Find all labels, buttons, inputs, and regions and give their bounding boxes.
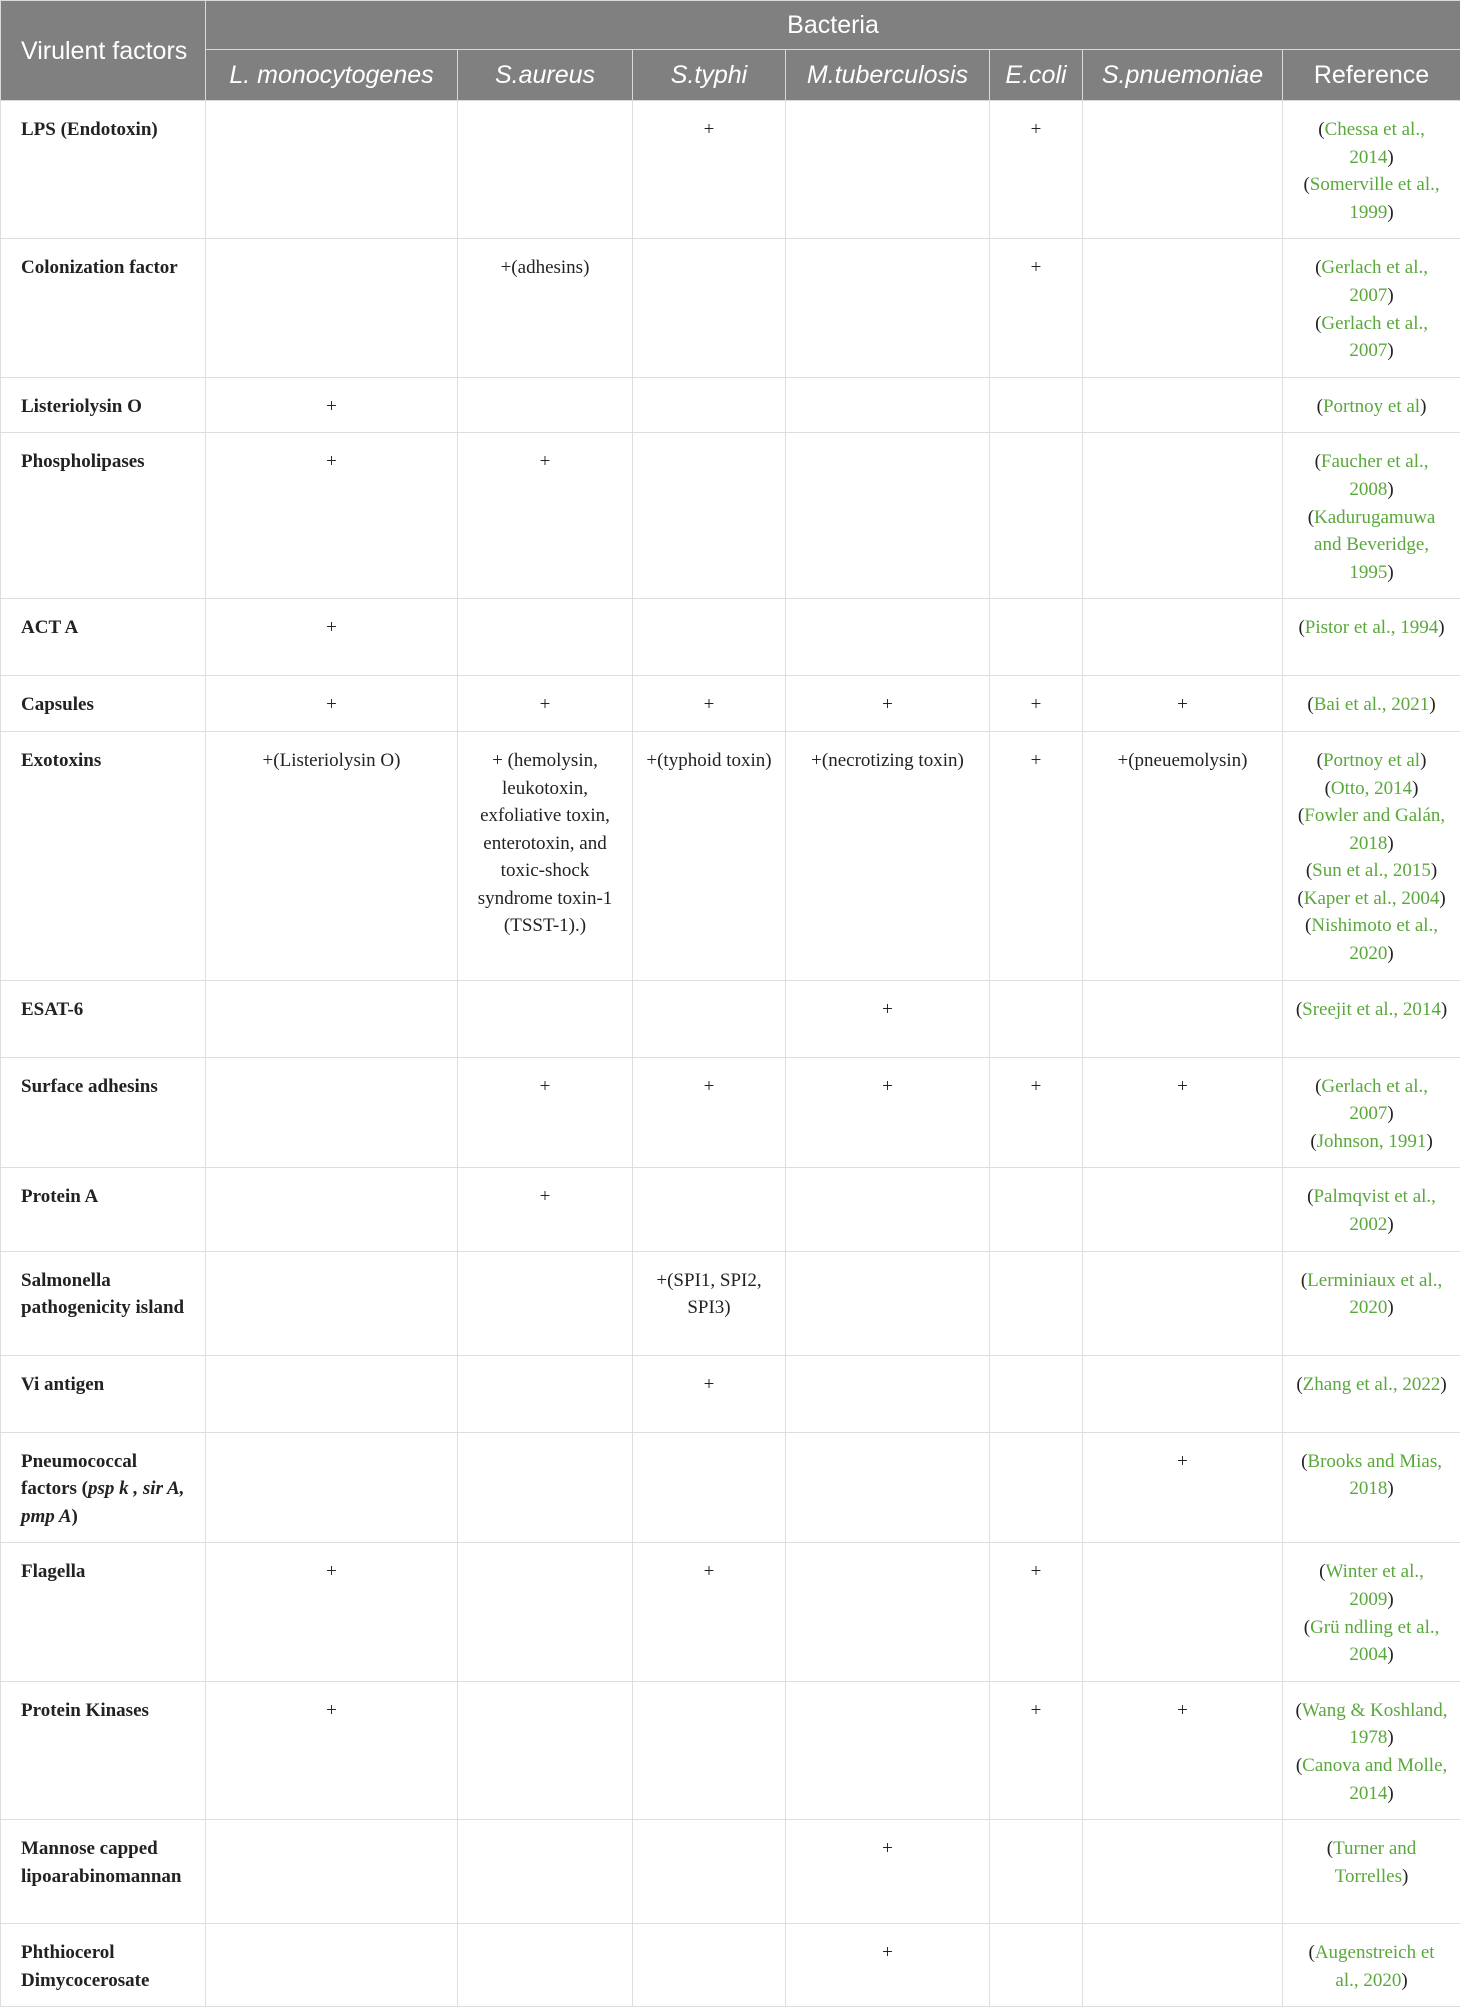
presence-cell <box>1083 101 1283 239</box>
presence-cell <box>990 377 1083 433</box>
reference-link[interactable]: Sun et al., 2015 <box>1312 860 1431 881</box>
open-paren: ( <box>1301 1451 1307 1472</box>
reference-entry <box>1295 802 1448 857</box>
reference-cell <box>1283 1355 1460 1432</box>
presence-cell <box>633 377 786 433</box>
presence-cell: +(necrotizing toxin) <box>786 731 990 980</box>
presence-cell <box>786 377 990 433</box>
table-row <box>1 377 1460 433</box>
table-row <box>1 1355 1460 1432</box>
close-paren: ) <box>1387 1783 1393 1804</box>
presence-cell <box>633 433 786 599</box>
reference-cell <box>1283 1432 1460 1543</box>
factor-name: Exotoxins <box>21 750 101 771</box>
presence-cell <box>458 1355 633 1432</box>
presence-cell <box>990 433 1083 599</box>
factor-name: ACT A <box>21 617 78 638</box>
presence-cell <box>206 1432 458 1543</box>
presence-cell <box>458 1820 633 1924</box>
reference-link[interactable]: Grü ndling et al., 2004 <box>1310 1617 1439 1666</box>
presence-cell: + <box>458 1057 633 1168</box>
reference-entry <box>1295 1614 1448 1669</box>
factor-name-tail: ) <box>72 1506 78 1527</box>
presence-cell <box>206 1057 458 1168</box>
close-paren: ) <box>1387 833 1393 854</box>
reference-cell <box>1283 980 1460 1057</box>
reference-cell <box>1283 433 1460 599</box>
reference-entry <box>1295 1939 1448 1994</box>
presence-cell <box>633 1168 786 1251</box>
corner-header: Virulent factors <box>1 1 206 101</box>
reference-link[interactable]: Portnoy et al <box>1323 396 1420 417</box>
factor-name-cell <box>1 1057 206 1168</box>
open-paren: ( <box>1296 1700 1302 1721</box>
presence-cell: + <box>1083 1057 1283 1168</box>
reference-link[interactable]: Brooks and Mias, 2018 <box>1307 1451 1442 1500</box>
factor-name: Protein A <box>21 1186 98 1207</box>
reference-link[interactable]: Bai et al., 2021 <box>1314 694 1430 715</box>
reference-entry <box>1295 1371 1448 1399</box>
presence-cell: + <box>458 1168 633 1251</box>
open-paren: ( <box>1318 119 1324 140</box>
presence-cell <box>990 1251 1083 1355</box>
presence-cell <box>786 1251 990 1355</box>
presence-cell <box>458 1543 633 1681</box>
presence-cell <box>990 599 1083 676</box>
close-paren: ) <box>1387 1478 1393 1499</box>
table-row <box>1 1057 1460 1168</box>
reference-cell <box>1283 1820 1460 1924</box>
close-paren: ) <box>1429 694 1435 715</box>
presence-cell <box>1083 599 1283 676</box>
close-paren: ) <box>1387 1214 1393 1235</box>
factor-name-cell <box>1 1924 206 2007</box>
close-paren: ) <box>1387 479 1393 500</box>
presence-cell <box>206 101 458 239</box>
reference-entry <box>1295 614 1448 642</box>
open-paren: ( <box>1315 257 1321 278</box>
presence-cell <box>633 1820 786 1924</box>
open-paren: ( <box>1298 617 1304 638</box>
factor-name-italic: psp k , sir A, pmp A <box>21 1478 184 1527</box>
presence-cell: + <box>633 676 786 732</box>
reference-entry <box>1295 691 1448 719</box>
presence-cell <box>206 1820 458 1924</box>
open-paren: ( <box>1297 888 1303 909</box>
presence-cell <box>458 1251 633 1355</box>
open-paren: ( <box>1301 1270 1307 1291</box>
presence-cell <box>633 1681 786 1819</box>
presence-cell <box>206 1251 458 1355</box>
presence-cell <box>206 1168 458 1251</box>
close-paren: ) <box>1387 202 1393 223</box>
open-paren: ( <box>1327 1838 1333 1859</box>
factor-name-cell <box>1 101 206 239</box>
reference-link[interactable]: Sreejit et al., 2014 <box>1302 999 1441 1020</box>
close-paren: ) <box>1387 1297 1393 1318</box>
presence-cell <box>786 1432 990 1543</box>
close-paren: ) <box>1387 943 1393 964</box>
factor-name: Capsules <box>21 694 94 715</box>
presence-cell <box>990 1432 1083 1543</box>
presence-cell <box>633 599 786 676</box>
presence-cell <box>990 1168 1083 1251</box>
presence-cell: + <box>206 377 458 433</box>
factor-name-cell <box>1 433 206 599</box>
presence-cell: + <box>990 1543 1083 1681</box>
close-paren: ) <box>1402 1866 1408 1887</box>
table-header <box>1 1 1460 101</box>
reference-link[interactable]: Winter et al., 2009 <box>1325 1561 1423 1610</box>
presence-cell: + <box>206 1543 458 1681</box>
table-row <box>1 1820 1460 1924</box>
open-paren: ( <box>1315 1076 1321 1097</box>
factor-name-cell <box>1 599 206 676</box>
reference-entry <box>1295 1448 1448 1503</box>
presence-cell <box>786 101 990 239</box>
presence-cell <box>1083 377 1283 433</box>
factor-name-cell <box>1 1355 206 1432</box>
close-paren: ) <box>1412 778 1418 799</box>
presence-cell <box>458 599 633 676</box>
reference-link[interactable]: Turner and Torrelles <box>1333 1838 1416 1887</box>
table-row <box>1 731 1460 980</box>
close-paren: ) <box>1420 750 1426 771</box>
presence-cell <box>786 433 990 599</box>
factor-name: Phthiocerol Dimycocerosate <box>21 1942 149 1991</box>
presence-cell <box>458 377 633 433</box>
column-header-bacterium: S.typhi <box>633 50 786 101</box>
reference-entry <box>1295 1558 1448 1613</box>
presence-cell <box>206 239 458 377</box>
open-paren: ( <box>1306 860 1312 881</box>
presence-cell: + <box>206 676 458 732</box>
column-header-bacterium: E.coli <box>990 50 1083 101</box>
table-row <box>1 676 1460 732</box>
presence-cell: + <box>633 1355 786 1432</box>
factor-name-cell <box>1 239 206 377</box>
open-paren: ( <box>1296 999 1302 1020</box>
open-paren: ( <box>1305 915 1311 936</box>
table-row <box>1 101 1460 239</box>
presence-cell: + <box>206 1681 458 1819</box>
factor-name: Salmonella pathogenicity island <box>21 1270 184 1319</box>
table-row <box>1 239 1460 377</box>
close-paren: ) <box>1441 999 1447 1020</box>
presence-cell: + <box>786 1057 990 1168</box>
presence-cell: +(pneuemolysin) <box>1083 731 1283 980</box>
presence-cell: + <box>786 1924 990 2007</box>
column-header-bacterium: S.pnuemoniae <box>1083 50 1283 101</box>
reference-link[interactable]: Lerminiaux et al., 2020 <box>1307 1270 1442 1319</box>
factor-name-cell <box>1 1251 206 1355</box>
presence-cell: + <box>990 1057 1083 1168</box>
presence-cell <box>990 1924 1083 2007</box>
reference-entry <box>1295 254 1448 309</box>
open-paren: ( <box>1304 1617 1310 1638</box>
close-paren: ) <box>1420 396 1426 417</box>
reference-link[interactable]: Canova and Molle, 2014 <box>1302 1755 1447 1804</box>
reference-link[interactable]: Faucher et al., 2008 <box>1321 451 1429 500</box>
table-row <box>1 1924 1460 2007</box>
reference-entry <box>1295 1267 1448 1322</box>
reference-link[interactable]: Kaper et al., 2004 <box>1304 888 1440 909</box>
reference-link[interactable]: Palmqvist et al., 2002 <box>1313 1186 1435 1235</box>
column-header-bacterium: S.aureus <box>458 50 633 101</box>
table-row <box>1 433 1460 599</box>
factor-name: LPS (Endotoxin) <box>21 119 158 140</box>
presence-cell <box>786 239 990 377</box>
presence-cell: + (hemolysin, leukotoxin, exfoliative toxin, enterotoxin, and toxic-shock syndrome toxin-1 (TSST-1).) <box>458 731 633 980</box>
presence-cell <box>990 980 1083 1057</box>
reference-link[interactable]: Augenstreich et al., 2020 <box>1315 1942 1435 1991</box>
presence-cell: + <box>1083 1681 1283 1819</box>
close-paren: ) <box>1438 617 1444 638</box>
table-row <box>1 599 1460 676</box>
factor-name: ESAT-6 <box>21 999 83 1020</box>
factor-name-cell <box>1 377 206 433</box>
presence-cell: + <box>458 433 633 599</box>
close-paren: ) <box>1387 1644 1393 1665</box>
presence-cell <box>1083 980 1283 1057</box>
reference-entry <box>1295 448 1448 503</box>
presence-cell <box>1083 239 1283 377</box>
column-header-bacterium: L. monocytogenes <box>206 50 458 101</box>
presence-cell <box>786 1168 990 1251</box>
presence-cell <box>206 980 458 1057</box>
reference-entry <box>1295 393 1448 421</box>
reference-link[interactable]: Fowler and Galán, 2018 <box>1304 805 1445 854</box>
reference-entry <box>1295 1697 1448 1752</box>
presence-cell <box>786 599 990 676</box>
factor-name-cell <box>1 1168 206 1251</box>
table-row <box>1 980 1460 1057</box>
table-row <box>1 1543 1460 1681</box>
factor-name: Flagella <box>21 1561 85 1582</box>
reference-cell <box>1283 1681 1460 1819</box>
close-paren: ) <box>1426 1131 1432 1152</box>
reference-link[interactable]: Portnoy et al <box>1323 750 1420 771</box>
reference-entry <box>1295 885 1448 913</box>
presence-cell <box>458 980 633 1057</box>
column-header-reference: Reference <box>1283 50 1460 101</box>
presence-cell: + <box>206 433 458 599</box>
presence-cell <box>1083 1924 1283 2007</box>
presence-cell <box>1083 1820 1283 1924</box>
open-paren: ( <box>1317 750 1323 771</box>
close-paren: ) <box>1387 1103 1393 1124</box>
open-paren: ( <box>1310 1131 1316 1152</box>
open-paren: ( <box>1308 1942 1314 1963</box>
presence-cell <box>786 1681 990 1819</box>
reference-link[interactable]: Pistor et al., 1994 <box>1305 617 1439 638</box>
factor-name-cell <box>1 980 206 1057</box>
reference-link[interactable]: Otto, 2014 <box>1331 778 1412 799</box>
reference-cell <box>1283 101 1460 239</box>
reference-link[interactable]: Kadurugamuwa and Beveridge, 1995 <box>1314 507 1435 583</box>
factor-name-cell <box>1 731 206 980</box>
open-paren: ( <box>1303 174 1309 195</box>
close-paren: ) <box>1439 888 1445 909</box>
presence-cell: + <box>786 1820 990 1924</box>
presence-cell: + <box>633 101 786 239</box>
reference-entry <box>1295 504 1448 587</box>
presence-cell: + <box>206 599 458 676</box>
factor-name-cell <box>1 1681 206 1819</box>
factor-name-cell <box>1 676 206 732</box>
factor-name: Surface adhesins <box>21 1076 158 1097</box>
presence-cell <box>206 1355 458 1432</box>
factor-name-cell <box>1 1432 206 1543</box>
presence-cell: + <box>990 731 1083 980</box>
reference-cell <box>1283 1924 1460 2007</box>
factor-name: Pneumococcal factors ( <box>21 1451 137 1500</box>
presence-cell <box>990 1355 1083 1432</box>
presence-cell: + <box>786 980 990 1057</box>
reference-link[interactable]: Johnson, 1991 <box>1317 1131 1427 1152</box>
bacteria-group-header: Bacteria <box>206 1 1460 50</box>
presence-cell <box>1083 1251 1283 1355</box>
factor-name: Vi antigen <box>21 1374 104 1395</box>
presence-cell: + <box>458 676 633 732</box>
reference-entry <box>1295 1128 1448 1156</box>
open-paren: ( <box>1296 1755 1302 1776</box>
reference-entry <box>1295 1183 1448 1238</box>
reference-link[interactable]: Gerlach et al., 2007 <box>1321 257 1428 306</box>
presence-cell <box>786 1355 990 1432</box>
presence-cell <box>990 1820 1083 1924</box>
reference-cell <box>1283 1251 1460 1355</box>
open-paren: ( <box>1298 805 1304 826</box>
table-row <box>1 1681 1460 1819</box>
presence-cell <box>458 1924 633 2007</box>
factor-name: Listeriolysin O <box>21 396 142 417</box>
close-paren: ) <box>1440 1374 1446 1395</box>
factor-name: Colonization factor <box>21 257 178 278</box>
reference-cell <box>1283 599 1460 676</box>
open-paren: ( <box>1308 507 1314 528</box>
reference-cell <box>1283 1543 1460 1681</box>
reference-cell <box>1283 731 1460 980</box>
presence-cell <box>458 1681 633 1819</box>
factor-name: Phospholipases <box>21 451 145 472</box>
presence-cell: + <box>633 1543 786 1681</box>
reference-entry <box>1295 1752 1448 1807</box>
reference-entry <box>1295 310 1448 365</box>
reference-cell <box>1283 676 1460 732</box>
presence-cell: +(adhesins) <box>458 239 633 377</box>
reference-entry <box>1295 747 1448 775</box>
presence-cell <box>1083 1543 1283 1681</box>
presence-cell <box>458 101 633 239</box>
close-paren: ) <box>1387 1727 1393 1748</box>
presence-cell <box>1083 433 1283 599</box>
reference-entry <box>1295 912 1448 967</box>
reference-entry <box>1295 1073 1448 1128</box>
presence-cell <box>633 980 786 1057</box>
open-paren: ( <box>1319 1561 1325 1582</box>
open-paren: ( <box>1315 313 1321 334</box>
presence-cell: +(typhoid toxin) <box>633 731 786 980</box>
reference-entry <box>1295 116 1448 171</box>
reference-cell <box>1283 377 1460 433</box>
open-paren: ( <box>1317 396 1323 417</box>
reference-link[interactable]: Gerlach et al., 2007 <box>1321 1076 1428 1125</box>
presence-cell <box>1083 1168 1283 1251</box>
presence-cell <box>1083 1355 1283 1432</box>
reference-entry <box>1295 1835 1448 1890</box>
factor-name-cell <box>1 1820 206 1924</box>
close-paren: ) <box>1387 147 1393 168</box>
presence-cell: + <box>1083 1432 1283 1543</box>
open-paren: ( <box>1325 778 1331 799</box>
presence-cell: + <box>990 101 1083 239</box>
reference-entry <box>1295 857 1448 885</box>
presence-cell: + <box>633 1057 786 1168</box>
reference-entry <box>1295 775 1448 803</box>
reference-link[interactable]: Zhang et al., 2022 <box>1303 1374 1441 1395</box>
column-header-bacterium: M.tuberculosis <box>786 50 990 101</box>
presence-cell: +(SPI1, SPI2, SPI3) <box>633 1251 786 1355</box>
reference-link[interactable]: Somerville et al., 1999 <box>1310 174 1440 223</box>
close-paren: ) <box>1431 860 1437 881</box>
reference-link[interactable]: Chessa et al., 2014 <box>1325 119 1425 168</box>
table-row <box>1 1168 1460 1251</box>
presence-cell <box>633 239 786 377</box>
reference-link[interactable]: Gerlach et al., 2007 <box>1321 313 1428 362</box>
presence-cell: + <box>990 676 1083 732</box>
factor-name-cell <box>1 1543 206 1681</box>
close-paren: ) <box>1387 562 1393 583</box>
factor-name: Protein Kinases <box>21 1700 149 1721</box>
presence-cell: + <box>1083 676 1283 732</box>
close-paren: ) <box>1387 1589 1393 1610</box>
open-paren: ( <box>1315 451 1321 472</box>
presence-cell: + <box>990 239 1083 377</box>
table-body <box>1 101 1460 2007</box>
reference-cell <box>1283 1168 1460 1251</box>
table-row <box>1 1251 1460 1355</box>
presence-cell <box>786 1543 990 1681</box>
presence-cell <box>206 1924 458 2007</box>
presence-cell: + <box>990 1681 1083 1819</box>
table-row <box>1 1432 1460 1543</box>
close-paren: ) <box>1401 1970 1407 1991</box>
reference-link[interactable]: Wang & Koshland, 1978 <box>1302 1700 1448 1749</box>
presence-cell: +(Listeriolysin O) <box>206 731 458 980</box>
presence-cell <box>633 1924 786 2007</box>
reference-cell <box>1283 1057 1460 1168</box>
reference-entry <box>1295 171 1448 226</box>
close-paren: ) <box>1387 340 1393 361</box>
reference-entry <box>1295 996 1448 1024</box>
factor-name: Mannose capped lipoarabinomannan <box>21 1838 182 1887</box>
presence-cell <box>458 1432 633 1543</box>
presence-cell <box>633 1432 786 1543</box>
open-paren: ( <box>1296 1374 1302 1395</box>
open-paren: ( <box>1307 1186 1313 1207</box>
close-paren: ) <box>1387 285 1393 306</box>
presence-cell: + <box>786 676 990 732</box>
reference-link[interactable]: Nishimoto et al., 2020 <box>1311 915 1438 964</box>
reference-cell <box>1283 239 1460 377</box>
open-paren: ( <box>1307 694 1313 715</box>
